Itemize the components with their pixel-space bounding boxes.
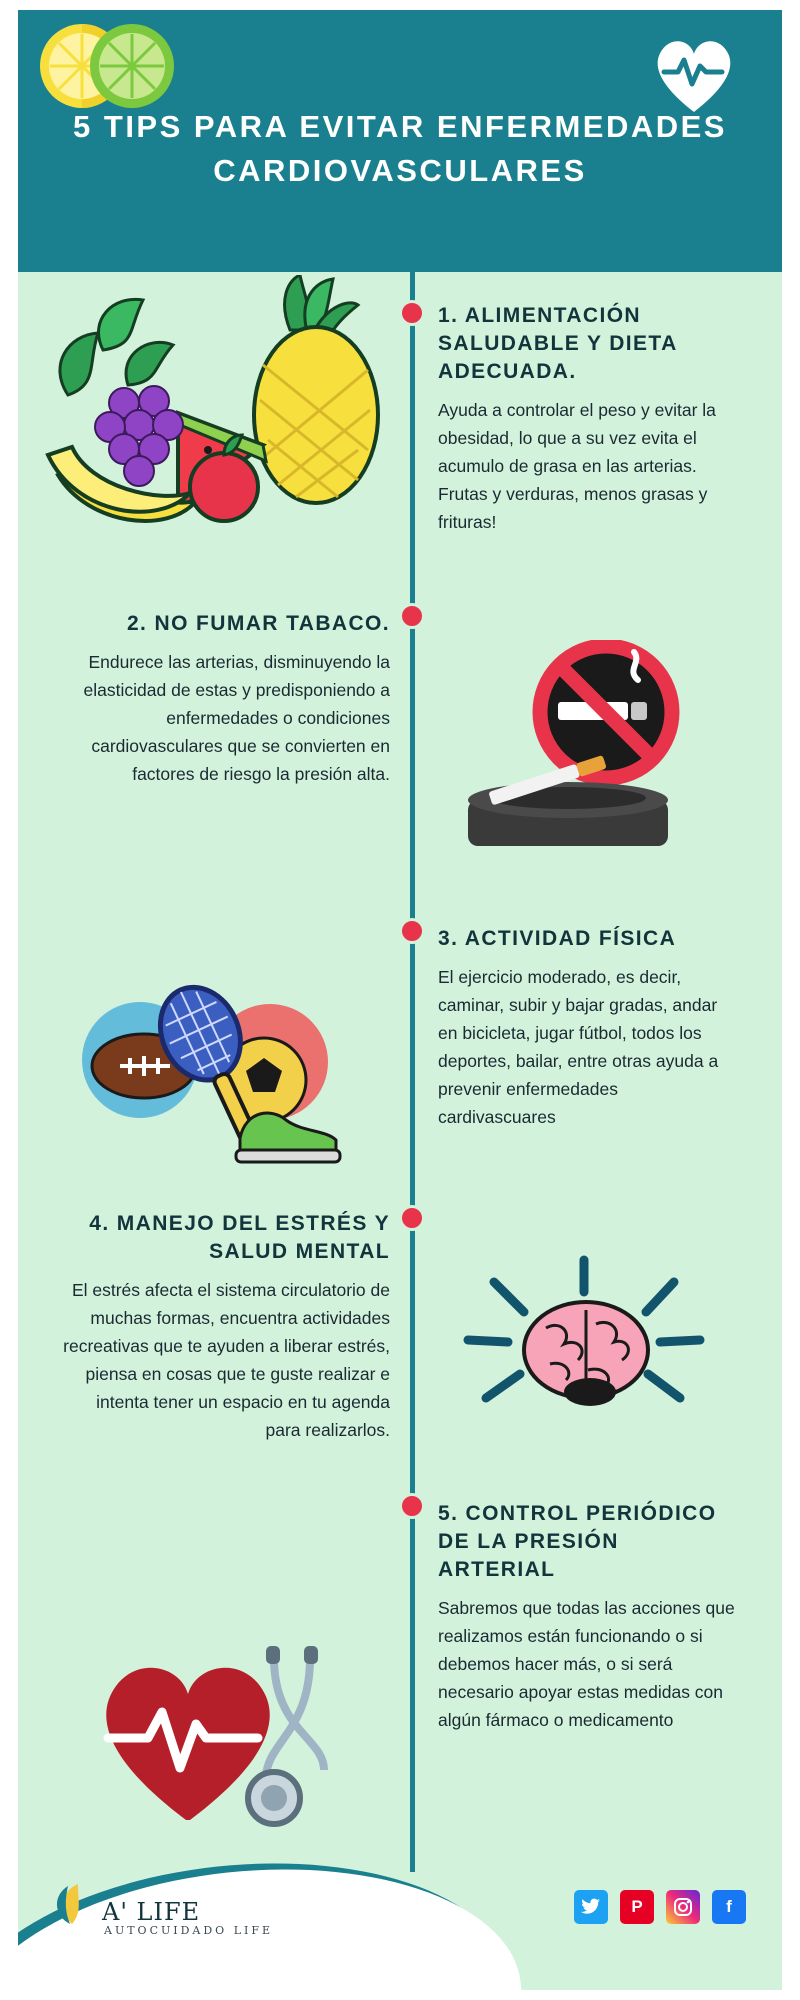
tip-4 — [60, 1210, 390, 1444]
timeline-dot-1 — [399, 300, 425, 326]
facebook-glyph: f — [726, 1897, 732, 1916]
timeline-dot-4 — [399, 1205, 425, 1231]
tip-5 — [438, 1500, 738, 1734]
pinterest-glyph: P — [631, 1897, 643, 1916]
tip-2 — [60, 610, 390, 788]
heart-stethoscope-icon — [78, 1620, 378, 1840]
social-links — [574, 1890, 746, 1924]
fruits-basket-icon — [28, 275, 398, 545]
lemon-lime-slice-icon — [36, 18, 186, 114]
tip-3-body: El ejercicio moderado, es decir, caminar, subir y bajar gradas, andar en bicicleta, jugar fútbol, todos los deportes, bailar, entre otras ayuda a prevenir enfermedades cardivascuares — [438, 967, 719, 1127]
tip-1-body: Ayuda a controlar el peso y evitar la obesidad, lo que a su vez evita el acumulo de grasa en las arterias. Frutas y verduras, menos grasas y frituras! — [438, 400, 716, 532]
tip-1-title: 1. ALIMENTACIÓN SALUDABLE Y DIETA ADECUADA. — [438, 304, 677, 383]
tip-3 — [438, 925, 738, 1131]
no-smoking-icon — [428, 640, 758, 870]
timeline-dot-3 — [399, 918, 425, 944]
timeline-line — [410, 272, 415, 1872]
poster-canvas — [18, 10, 782, 1990]
pinterest-icon[interactable] — [620, 1890, 654, 1924]
page-title: 5 TIPS PARA EVITAR ENFERMEDADES CARDIOVASCULARES — [73, 109, 727, 188]
tip-2-title: 2. NO FUMAR TABACO. — [126, 612, 390, 635]
heart-pulse-icon — [648, 28, 740, 116]
brand-tagline: AUTOCUIDADO LIFE — [104, 1924, 274, 1937]
timeline-dot-2 — [399, 603, 425, 629]
tip-2-body: Endurece las arterias, disminuyendo la elasticidad de estas y predisponiendo a enfermedades o condiciones cardiovasculares que se convierten en factores de riesgo la presión alta. — [83, 652, 390, 784]
brain-icon — [438, 1240, 728, 1450]
poster-header — [18, 10, 782, 272]
poster-footer — [18, 1838, 782, 1990]
facebook-icon[interactable] — [712, 1890, 746, 1924]
tip-4-body: El estrés afecta el sistema circulatorio de muchas formas, encuentra actividades recreativas que te ayuden a liberar estrés, piensa en cosas que te guste realizar e intenta tener un espacio en tu agenda para realizarlos. — [63, 1280, 390, 1440]
timeline-dot-5 — [399, 1493, 425, 1519]
leaf-logo-icon — [48, 1880, 94, 1926]
twitter-icon[interactable] — [574, 1890, 608, 1924]
brand-logo — [48, 1880, 200, 1926]
tip-5-title: 5. CONTROL PERIÓDICO DE LA PRESIÓN ARTERIAL — [438, 1502, 717, 1581]
brand-name: A' LIFE — [102, 1898, 201, 1926]
instagram-icon[interactable] — [666, 1890, 700, 1924]
tip-4-title: 4. MANEJO DEL ESTRÉS Y SALUD MENTAL — [89, 1212, 390, 1263]
sports-balls-icon — [58, 970, 368, 1180]
tip-1 — [438, 302, 738, 536]
tip-3-title: 3. ACTIVIDAD FÍSICA — [438, 927, 677, 950]
tip-5-body: Sabremos que todas las acciones que realizamos están funcionando o si debemos hacer más, o si será necesario apoyar estas medidas con algún fármaco o medicamento — [438, 1598, 735, 1730]
